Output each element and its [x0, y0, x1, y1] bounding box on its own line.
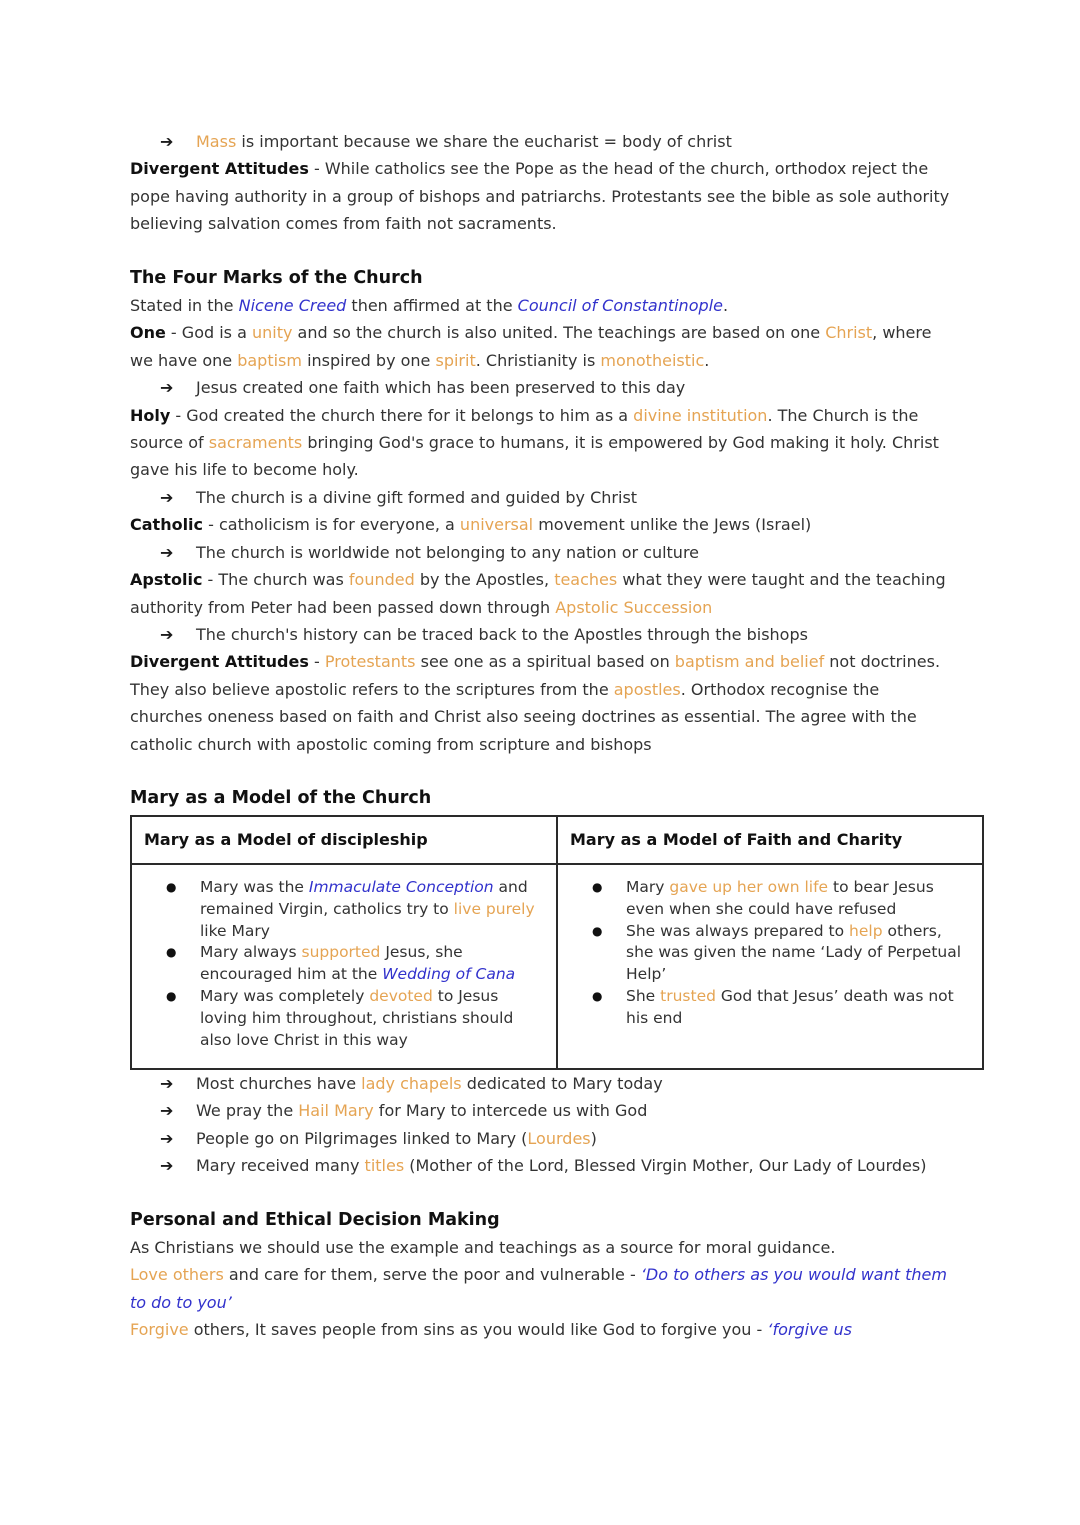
- arrow-list-item: [130, 128, 956, 155]
- bullet-list-item: [142, 986, 546, 1052]
- text-run: Most churches have: [196, 1074, 362, 1093]
- text-run: .: [722, 296, 729, 316]
- paragraph: [130, 1261, 956, 1316]
- bold-text: Catholic: [130, 515, 204, 535]
- arrow-item-text: [196, 128, 956, 155]
- paragraph: [130, 1316, 956, 1343]
- paragraph: [130, 319, 956, 374]
- highlight-orange: live purely: [453, 899, 535, 918]
- paragraph: [130, 511, 956, 538]
- text-run: to Jesus loving him throughout, christians should also love Christ in this way: [200, 987, 514, 1050]
- paragraph: [130, 566, 956, 621]
- text-run: - God is a: [165, 323, 252, 343]
- text-run: inspired by one: [301, 350, 436, 370]
- text-run: . Christianity is: [475, 350, 601, 370]
- highlight-orange: trusted: [660, 987, 716, 1006]
- arrow-item-text: [196, 1125, 956, 1152]
- document-content: [130, 128, 962, 1344]
- table-header-cell: Mary as a Model of Faith and Charity: [557, 816, 983, 863]
- bullet-dot-icon: ●: [592, 923, 603, 938]
- highlight-orange: devoted: [369, 987, 433, 1006]
- highlight-orange: Love others: [130, 1265, 224, 1285]
- arrow-item-text: [196, 374, 956, 401]
- highlight-orange: spirit: [435, 350, 476, 370]
- text-run: The church is a divine gift formed and guided by Christ: [196, 487, 638, 507]
- arrow-bullet-icon: ➔: [160, 1128, 174, 1148]
- bold-text: Apstolic: [130, 570, 203, 590]
- text-run: , where we have one: [130, 323, 932, 370]
- text-run: God that Jesus’ death was not his end: [626, 987, 954, 1028]
- bullet-item-text: [626, 921, 972, 987]
- highlight-blue-italic: Nicene Creed: [238, 296, 347, 316]
- arrow-list-item: [130, 539, 956, 566]
- bullet-item-text: [626, 986, 972, 1030]
- bullet-list-item: [142, 877, 546, 943]
- text-run: . Orthodox recognise the churches oneness based on faith and Christ also seeing doctrines as essential. The agree with the catholic church with apostolic coming from scripture and bishops: [130, 679, 917, 754]
- text-run: for Mary to intercede us with God: [373, 1101, 648, 1121]
- arrow-item-text: [196, 1070, 956, 1097]
- table-header-row: [131, 816, 983, 863]
- highlight-orange: Lourdes: [527, 1128, 591, 1148]
- text-run: As Christians we should use the example and teachings as a source for moral guidance.: [130, 1238, 836, 1258]
- mary-model-table: [130, 815, 984, 1070]
- arrow-list-item: [130, 484, 956, 511]
- bullet-dot-icon: ●: [166, 879, 177, 894]
- arrow-item-text: [196, 621, 956, 648]
- table-body-cell: [131, 864, 557, 1069]
- highlight-blue-italic: Council of Constantinople: [517, 296, 723, 316]
- arrow-list-item: [130, 1152, 956, 1179]
- paragraph: [130, 402, 956, 484]
- bullet-dot-icon: ●: [592, 879, 603, 894]
- text-run: by the Apostles,: [414, 570, 555, 590]
- text-run: - God created the church there for it belongs to him as a: [170, 405, 634, 425]
- text-run: Mary was the: [200, 877, 309, 896]
- highlight-orange: baptism and belief: [674, 652, 825, 672]
- highlight-orange: Protestants: [324, 652, 416, 672]
- text-run: .: [704, 350, 710, 370]
- highlight-orange: supported: [301, 943, 381, 962]
- blank-line: [130, 1180, 956, 1207]
- highlight-orange: baptism: [237, 350, 302, 370]
- arrow-item-text: [196, 1097, 956, 1124]
- text-run: and remained Virgin, catholics try to: [200, 877, 528, 918]
- blank-line: [130, 758, 956, 785]
- text-run: Mary was completely: [200, 987, 370, 1006]
- arrow-bullet-icon: ➔: [160, 1074, 174, 1093]
- arrow-item-text: [196, 1152, 956, 1179]
- text-run: Mary received many: [196, 1156, 365, 1176]
- bullet-item-text: [200, 986, 546, 1052]
- highlight-orange: help: [849, 921, 883, 940]
- highlight-orange: monotheistic: [600, 350, 705, 370]
- text-run: Mary as a Model of the Church: [130, 787, 432, 808]
- highlight-orange: Apstolic Succession: [555, 597, 713, 617]
- bullet-list-item: [568, 986, 972, 1030]
- highlight-orange: gave up her own life: [669, 877, 829, 896]
- text-run: ): [590, 1128, 597, 1148]
- highlight-blue-italic: ‘Do to others as you would want them to do to you’: [130, 1265, 947, 1312]
- paragraph: [130, 648, 956, 758]
- bold-text: Holy: [130, 405, 171, 425]
- text-run: -: [308, 652, 325, 672]
- highlight-orange: Hail Mary: [298, 1101, 374, 1121]
- arrow-list-item: [130, 1070, 956, 1097]
- highlight-orange: founded: [348, 570, 415, 590]
- section-heading: [130, 1207, 956, 1234]
- text-run: and so the church is also united. The teachings are based on one: [292, 323, 826, 343]
- bullet-list: [568, 877, 972, 1030]
- arrow-bullet-icon: ➔: [160, 542, 174, 562]
- text-run: People go on Pilgrimages linked to Mary (: [196, 1128, 528, 1148]
- text-run: movement unlike the Jews (Israel): [533, 515, 812, 535]
- highlight-orange: Forgive: [130, 1320, 189, 1340]
- text-run: Stated in the: [130, 296, 239, 316]
- bold-text: One: [130, 323, 166, 343]
- text-run: Mary: [626, 877, 670, 896]
- text-run: Mary always: [200, 943, 302, 962]
- arrow-bullet-icon: ➔: [160, 378, 174, 398]
- arrow-list-item: [130, 374, 956, 401]
- text-run: Jesus, she encouraged him at the: [200, 943, 463, 984]
- highlight-orange: unity: [251, 323, 293, 343]
- bullet-list-item: [568, 921, 972, 987]
- arrow-item-text: [196, 484, 956, 511]
- text-run: She: [626, 987, 661, 1006]
- text-run: bringing God's grace to humans, it is empowered by God making it holy. Christ gave his life to become holy.: [130, 433, 939, 480]
- text-run: (Mother of the Lord, Blessed Virgin Mother, Our Lady of Lourdes): [404, 1156, 927, 1176]
- arrow-item-text: [196, 539, 956, 566]
- text-run: like Mary: [200, 921, 270, 940]
- highlight-orange: titles: [364, 1156, 405, 1176]
- table-header-cell: Mary as a Model of discipleship: [131, 816, 557, 863]
- text-run: The church's history can be traced back to the Apostles through the bishops: [196, 624, 808, 644]
- bullet-dot-icon: ●: [166, 945, 177, 960]
- text-run: - While catholics see the Pope as the head of the church, orthodox reject the pope having authority in a group of bishops and patriarchs. Protestants see the bible as sole authority believing salvation comes from faith not sacraments.: [130, 159, 950, 234]
- text-run: others, she was given the name ‘Lady of Perpetual Help’: [626, 921, 962, 984]
- text-run: not doctrines. They also believe apostolic refers to the scriptures from the: [130, 652, 941, 699]
- bold-text: Divergent Attitudes: [130, 652, 309, 672]
- arrow-bullet-icon: ➔: [160, 624, 174, 644]
- arrow-list-item: [130, 1097, 956, 1124]
- bullet-list-item: [568, 877, 972, 921]
- arrow-bullet-icon: ➔: [160, 132, 174, 151]
- paragraph: [130, 155, 956, 237]
- arrow-list-item: [130, 1125, 956, 1152]
- arrow-bullet-icon: ➔: [160, 1101, 174, 1121]
- highlight-blue-italic: Immaculate Conception: [308, 877, 494, 896]
- bullet-list-item: [142, 942, 546, 986]
- text-run: is important because we share the eucharist = body of christ: [241, 132, 732, 151]
- table-body-cell: [557, 864, 983, 1069]
- bullet-item-text: [200, 877, 546, 943]
- bullet-item-text: [626, 877, 972, 921]
- bullet-dot-icon: ●: [592, 989, 603, 1004]
- bullet-dot-icon: ●: [166, 989, 177, 1004]
- highlight-orange: Christ: [825, 323, 873, 343]
- highlight-blue-italic: Wedding of Cana: [382, 965, 516, 984]
- table-body-row: [131, 864, 983, 1069]
- highlight-orange: sacraments: [208, 433, 303, 453]
- text-run: see one as a spiritual based on: [415, 652, 675, 672]
- bold-text: Divergent Attitudes: [130, 159, 309, 179]
- text-run: then affirmed at the: [346, 296, 518, 316]
- text-run: - catholicism is for everyone, a: [203, 515, 460, 535]
- text-run: - The church was: [202, 570, 349, 590]
- paragraph: [130, 1234, 956, 1261]
- arrow-bullet-icon: ➔: [160, 1156, 174, 1176]
- highlight-orange: universal: [459, 515, 534, 535]
- text-run: dedicated to Mary today: [461, 1074, 663, 1093]
- text-run: We pray the: [196, 1101, 299, 1121]
- highlight-orange: divine institution: [633, 405, 768, 425]
- bullet-item-text: [200, 942, 546, 986]
- text-run: Personal and Ethical Decision Making: [130, 1209, 500, 1230]
- paragraph: [130, 292, 956, 319]
- highlight-orange: apostles: [613, 679, 681, 699]
- section-heading: [130, 265, 956, 292]
- section-heading: [130, 785, 956, 812]
- text-run: . The Church is the source of: [130, 405, 919, 453]
- blank-line: [130, 238, 956, 265]
- highlight-blue-italic: ‘forgive us: [767, 1320, 852, 1340]
- text-run: others, It saves people from sins as you would like God to forgive you -: [188, 1320, 768, 1340]
- text-run: and care for them, serve the poor and vulnerable -: [223, 1265, 641, 1285]
- highlight-orange: lady chapels: [361, 1074, 462, 1093]
- arrow-list-item: [130, 621, 956, 648]
- highlight-orange: teaches: [554, 570, 618, 590]
- arrow-bullet-icon: ➔: [160, 487, 174, 507]
- highlight-orange: Mass: [196, 132, 242, 151]
- text-run: what they were taught and the teaching authority from Peter had been passed down through: [130, 570, 946, 617]
- text-run: She was always prepared to: [626, 921, 850, 940]
- bullet-list: [142, 877, 546, 1052]
- text-run: Jesus created one faith which has been preserved to this day: [196, 378, 686, 398]
- text-run: The Four Marks of the Church: [130, 267, 423, 288]
- text-run: to bear Jesus even when she could have refused: [626, 877, 934, 918]
- text-run: The church is worldwide not belonging to any nation or culture: [196, 542, 700, 562]
